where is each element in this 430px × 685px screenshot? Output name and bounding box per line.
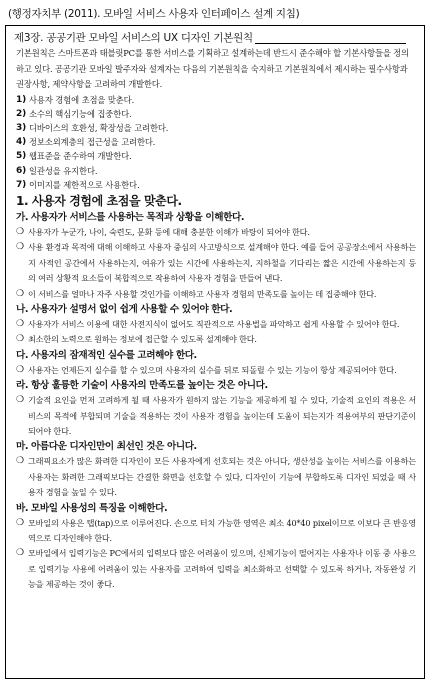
principle-text: 디바이스의 호환성, 확장성을 고려한다. xyxy=(29,122,169,133)
bullet-text: 모바일의 사용은 탭(tap)으로 이루어진다. 손으로 터치 가능한 영역은 최소 40*40 pixel이므로 이보다 큰 반응영역으로 디자인해야 한다. xyxy=(28,517,416,544)
bullet-item xyxy=(16,240,416,286)
bullet-item xyxy=(16,363,416,378)
bullet-text: 사용자는 언제든지 실수를 할 수 있으며 사용자의 실수를 뒤로 되돌릴 수 있는 기능이 항상 제공되어야 한다. xyxy=(28,364,397,375)
subsection-heading-ra: 라. 항상 훌륭한 기술이 사용자의 만족도를 높이는 것은 아니다. xyxy=(16,380,268,392)
bullet-item xyxy=(16,332,416,347)
circle-bullet-icon: ❍ xyxy=(16,517,24,528)
principle-number: 5) xyxy=(16,151,27,162)
bullet-text: 이 서비스를 얼마나 자주 사용할 것인가를 이해하고 사용자 경험의 만족도를 높이는 데 집중해야 한다. xyxy=(28,288,377,299)
principle-text: 정보소외계층의 접근성을 고려한다. xyxy=(29,137,156,148)
subsection-heading-na: 나. 사용자가 설명서 없이 쉽게 사용할 수 있어야 한다. xyxy=(16,303,233,315)
circle-bullet-icon: ❍ xyxy=(16,456,24,467)
principles-list xyxy=(16,93,416,192)
bullet-text: 사용 환경과 목적에 대해 이해하고 사용자 중심의 사고방식으로 설계해야 한다. 예를 들어 공공장소에서 사용하는지 사적인 공간에서 사용하는지, 여유가 있는 시간에 사용하는지, 지하철을 기다리는 짧은 시간에 사용하는지 등의 여러 상황적 요소들이 복합적으로 작용하여 사용자 경험을 만들어 낸다. xyxy=(28,242,416,284)
bullet-item xyxy=(16,454,416,500)
bullet-text: 사용자가 서비스 이용에 대한 사전지식이 없어도 직관적으로 사용법을 파악하고 쉽게 사용할 수 있어야 한다. xyxy=(28,318,400,329)
principle-number: 2) xyxy=(16,108,27,119)
circle-bullet-icon: ❍ xyxy=(16,318,24,329)
circle-bullet-icon: ❍ xyxy=(16,364,24,375)
section-heading: 1. 사용자 경험에 초점을 맞춘다. xyxy=(16,193,182,208)
principle-number: 3) xyxy=(16,122,27,133)
principle-item xyxy=(16,178,416,192)
principle-number: 1) xyxy=(16,94,27,105)
principle-item xyxy=(16,164,416,178)
chapter-box xyxy=(5,25,425,679)
circle-bullet-icon: ❍ xyxy=(16,395,24,406)
bullet-text: 그래픽요소가 많은 화려한 디자인이 모든 사용자에게 선호되는 것은 아니다, 생산성을 높이는 서비스를 이용하는 사용자는 화려한 그래픽보다는 간결한 화면을 선호할 수 있다, 디자인이 기능에 부합하도록 디자인 되었을 때 사용자 경험을 높일 수 있다. xyxy=(28,456,416,498)
principle-item xyxy=(16,149,416,163)
principle-item xyxy=(16,135,416,149)
bullet-text: 모바일에서 입력기능은 PC에서의 입력보다 많은 어려움이 있으며, 신체기능이 떨어지는 사용자나 이동 중 사용으로 입력기능 사용에 어려움이 있는 사용자를 고려하여 입력을 최소화하고 선택할 수 있도록 하거나, 자동완성 기능을 제공하는 것이 좋다. xyxy=(28,548,416,590)
circle-bullet-icon: ❍ xyxy=(16,334,24,345)
principle-text: 소수의 핵심기능에 집중한다. xyxy=(29,108,132,119)
subsection-heading-da: 다. 사용자의 잠재적인 실수를 고려해야 한다. xyxy=(16,349,197,361)
principle-item xyxy=(16,121,416,135)
bullet-item xyxy=(16,287,416,302)
principle-item xyxy=(16,107,416,121)
subsection-heading-ga: 가. 사용자가 서비스를 사용하는 목적과 상황을 이해한다. xyxy=(16,211,245,223)
intro-paragraph: 기본원칙은 스마트폰과 태블릿PC를 통한 서비스를 기획하고 설계하는데 반드시 준수해야 할 기본사항들을 정의하고 있다. 공공기관 모바일 발주자와 설계자는 다음의 기본원칙을 숙지하고 기본원칙에서 제시하는 필수사항과 권장사항, 제약사항을 고려하여 개발한다. xyxy=(16,48,409,89)
bullet-item xyxy=(16,393,416,439)
circle-bullet-icon: ❍ xyxy=(16,548,24,559)
principle-item xyxy=(16,93,416,107)
bullet-text: 최소한의 노력으로 원하는 정보에 접근할 수 있도록 설계해야 한다. xyxy=(28,334,257,345)
bullet-item xyxy=(16,225,416,240)
principle-text: 웹표준을 준수하여 개발한다. xyxy=(29,151,132,162)
circle-bullet-icon: ❍ xyxy=(16,226,24,237)
principle-number: 4) xyxy=(16,137,27,148)
bullet-text: 기술적 요인을 먼저 고려하게 될 때 사용자가 원하지 않는 기능을 제공하게 될 수 있다, 기술적 요인의 적용은 서비스의 목적에 부합되며 기술을 적용하는 것이 사용자 경험을 높이는데 도움이 되는지가 적용여부의 판단기준이 되어야 한다. xyxy=(28,395,416,436)
subsection-heading-ba: 바. 모바일 사용성의 특징을 이해한다. xyxy=(16,502,168,514)
bullet-item xyxy=(16,317,416,332)
circle-bullet-icon: ❍ xyxy=(16,242,24,253)
source-citation: (행정자치부 (2011). 모바일 서비스 사용자 인터페이스 설계 지침) xyxy=(8,8,300,20)
principle-number: 6) xyxy=(16,165,27,176)
principle-text: 사용자 경험에 초점을 맞춘다. xyxy=(29,94,135,105)
subsection-heading-ma: 마. 아름다운 디자인만이 최선인 것은 아니다. xyxy=(16,441,197,453)
bullet-text: 사용자가 누군가, 나이, 숙련도, 문화 등에 대해 충분한 이해가 바탕이 되어야 한다. xyxy=(28,226,310,237)
principle-text: 이미지를 제한적으로 사용한다. xyxy=(29,179,140,190)
bullet-item xyxy=(16,546,416,592)
bullet-item xyxy=(16,516,416,547)
chapter-title: 제3장. 공공기관 모바일 서비스의 UX 디자인 기본원칙 xyxy=(14,32,253,44)
principle-text: 일관성을 유지한다. xyxy=(29,165,98,176)
principle-number: 7) xyxy=(16,179,27,190)
circle-bullet-icon: ❍ xyxy=(16,288,24,299)
chapter-content xyxy=(16,46,416,593)
